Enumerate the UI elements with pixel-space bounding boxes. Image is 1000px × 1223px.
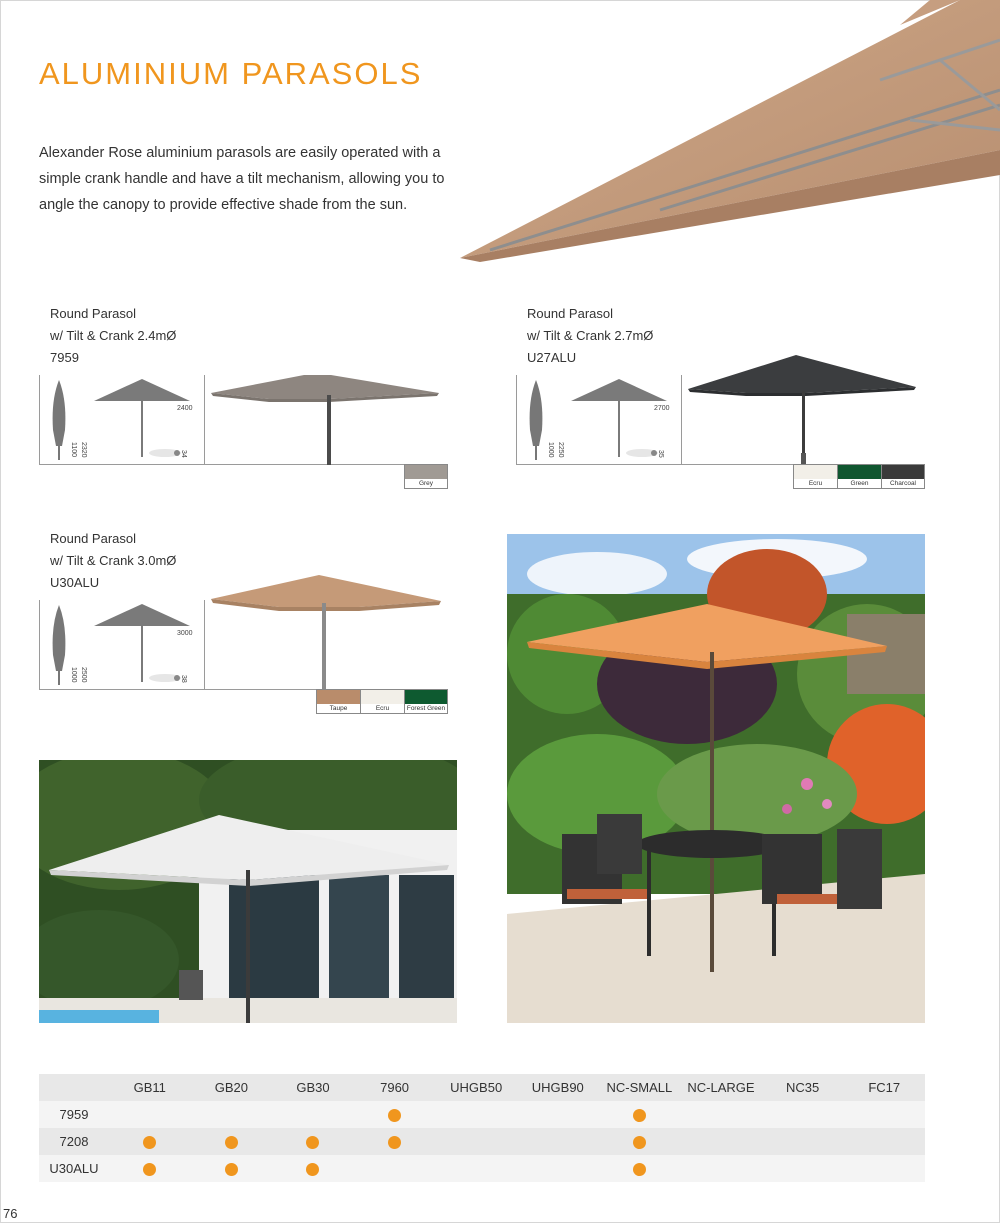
table-column-header: NC-LARGE — [687, 1080, 755, 1095]
compatible-dot-icon — [633, 1163, 646, 1176]
closed-parasol-icon — [50, 380, 68, 460]
product-photo-u30alu — [209, 575, 444, 690]
compatible-dot-icon — [633, 1109, 646, 1122]
product-name-line1: Round Parasol — [50, 306, 136, 321]
dim-pole: 34 — [180, 450, 187, 458]
swatch-ecru: Ecru — [360, 689, 404, 714]
base-dot-icon — [147, 447, 183, 459]
poolside-scene-photo — [39, 760, 457, 1023]
base-dot-icon — [147, 672, 183, 684]
product-name-line1: Round Parasol — [50, 531, 136, 546]
table-cell — [109, 1161, 191, 1176]
compatible-dot-icon — [388, 1109, 401, 1122]
swatch-forest-green: Forest Green — [404, 689, 448, 714]
dim-diameter: 2700 — [654, 405, 670, 412]
base-compatibility-table — [39, 1074, 925, 1182]
compatible-dot-icon — [143, 1163, 156, 1176]
table-column-header: UHGB90 — [531, 1080, 584, 1095]
compatible-dot-icon — [633, 1136, 646, 1149]
table-column-header: 7960 — [380, 1080, 410, 1095]
table-cell — [354, 1107, 436, 1122]
table-body — [39, 1101, 925, 1182]
swatch-taupe: Taupe — [316, 689, 360, 714]
closed-parasol-icon — [50, 605, 68, 685]
product-code: U30ALU — [50, 575, 100, 590]
product-name-line2: w/ Tilt & Crank 2.4mØ — [50, 328, 177, 343]
product-photo-u27alu — [686, 355, 921, 465]
dim-pole: 38 — [180, 675, 187, 683]
table-column-header: UHGB50 — [450, 1080, 503, 1095]
dim-closed-height: 2320 — [80, 442, 87, 458]
dim-base-height: 1000 — [547, 442, 554, 458]
table-cell — [599, 1161, 681, 1176]
table-column-header: GB11 — [133, 1080, 166, 1095]
product-code: 7959 — [50, 350, 79, 365]
page-number: 76 — [3, 1206, 18, 1221]
product-name-line1: Round Parasol — [527, 306, 613, 321]
dim-base-height: 1100 — [70, 442, 77, 458]
dim-diameter: 3000 — [177, 630, 193, 637]
compatible-dot-icon — [306, 1163, 319, 1176]
table-cell — [191, 1134, 273, 1149]
product-diagram-u27alu — [516, 375, 926, 490]
dim-closed-height: 2500 — [80, 667, 87, 683]
compatible-dot-icon — [306, 1136, 319, 1149]
table-cell — [354, 1134, 436, 1149]
base-dot-icon — [624, 447, 660, 459]
table-row — [39, 1101, 925, 1128]
colour-swatches — [404, 464, 448, 489]
table-cell — [599, 1107, 681, 1122]
swatch-ecru: Ecru — [793, 464, 837, 489]
diagram-divider — [204, 600, 205, 690]
table-cell — [599, 1134, 681, 1149]
diagram-left-rule — [39, 600, 40, 690]
product-code: U27ALU — [527, 350, 577, 365]
product-photo-7959 — [209, 375, 444, 465]
closed-parasol-icon — [527, 380, 545, 460]
table-row — [39, 1155, 925, 1182]
table-cell — [272, 1134, 354, 1149]
table-row-label: 7208 — [59, 1134, 89, 1149]
product-name-line2: w/ Tilt & Crank 2.7mØ — [527, 328, 654, 343]
dim-closed-height: 2250 — [557, 442, 564, 458]
diagram-divider — [681, 375, 682, 465]
table-column-header: GB20 — [214, 1080, 248, 1095]
product-diagram-u30alu — [39, 600, 449, 715]
intro-paragraph: Alexander Rose aluminium parasols are easily operated with a simple crank handle and have a tilt mechanism, allowing you to angle the canopy to provide effective shade from the sun. — [39, 145, 445, 213]
table-row-label: U30ALU — [49, 1161, 99, 1176]
table-column-header: GB30 — [296, 1080, 330, 1095]
diagram-left-rule — [516, 375, 517, 465]
swatch-grey: Grey — [404, 464, 448, 489]
product-card-7959 — [39, 303, 449, 369]
table-row-label: 7959 — [59, 1107, 89, 1122]
product-diagram-7959 — [39, 375, 449, 490]
dim-diameter: 2400 — [177, 405, 193, 412]
dim-pole: 35 — [657, 450, 664, 458]
garden-scene-photo — [507, 534, 925, 1023]
table-column-header: FC17 — [868, 1080, 901, 1095]
table-cell — [272, 1161, 354, 1176]
colour-swatches — [316, 689, 448, 714]
table-column-header: NC35 — [785, 1080, 820, 1095]
swatch-green: Green — [837, 464, 881, 489]
dim-base-height: 1000 — [70, 667, 77, 683]
compatible-dot-icon — [225, 1163, 238, 1176]
table-cell — [109, 1134, 191, 1149]
product-name-line2: w/ Tilt & Crank 3.0mØ — [50, 553, 177, 568]
compatible-dot-icon — [388, 1136, 401, 1149]
diagram-left-rule — [39, 375, 40, 465]
compatible-dot-icon — [143, 1136, 156, 1149]
table-cell — [191, 1161, 273, 1176]
table-row — [39, 1128, 925, 1155]
swatch-charcoal: Charcoal — [881, 464, 925, 489]
compatible-dot-icon — [225, 1136, 238, 1149]
table-column-header: NC-SMALL — [606, 1080, 673, 1095]
page-title: ALUMINIUM PARASOLS — [39, 56, 423, 91]
diagram-divider — [204, 375, 205, 465]
hero-parasol-image — [460, 0, 1000, 270]
table-header-row — [39, 1074, 925, 1101]
colour-swatches — [793, 464, 925, 489]
